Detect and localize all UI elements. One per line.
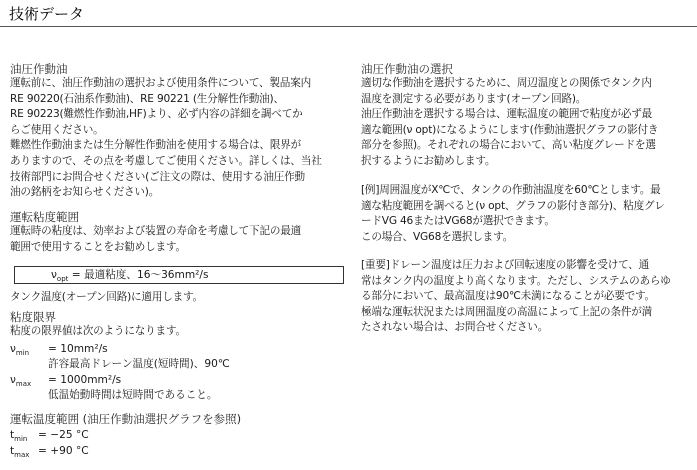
optimal-viscosity-box	[14, 266, 344, 284]
nu-max-symbol: ν	[10, 374, 16, 386]
section-heading-fluid-selection: 油圧作動油の選択	[361, 62, 453, 76]
operating-viscosity-paragraph	[10, 224, 301, 255]
text-line: [重要]ドレーン温度は圧力および回転速度の影響を受けて、通	[361, 259, 650, 271]
text-line: る部分において、最高温度は90℃未満になることが必要です。	[361, 290, 655, 303]
section-heading-viscosity-limits: 粘度限界	[10, 310, 56, 324]
nu-max-subscript: max	[15, 380, 32, 389]
optimal-viscosity-text: = 最適粘度、16～36mm²/s	[71, 269, 209, 281]
fluid-selection-paragraph	[361, 76, 658, 170]
page-header	[0, 0, 697, 27]
text-line: 択するようにお勧めします。	[361, 154, 496, 167]
t-min-subscript: min	[14, 435, 28, 444]
nu-min-note: 許容最高ドレーン温度(短時間)、90℃	[48, 358, 230, 370]
tank-temperature-note: タンク温度(オープン回路)に適用します。	[10, 291, 203, 303]
text-line: 難燃性作動油または生分解性作動油を使用する場合は、限界が	[10, 139, 302, 152]
nu-min-value: = 10mm²/s	[48, 343, 108, 355]
text-line: 極端な運転状況または周囲温度の高温によって上記の条件が満	[361, 305, 653, 318]
text-line: たされない場合は、お問合せください。	[361, 321, 549, 334]
section-heading-operating-temperature: 運転温度範囲 (油圧作動油選択グラフを参照)	[10, 412, 242, 426]
nu-min-symbol: ν	[10, 343, 16, 355]
nu-subscript: opt	[56, 275, 69, 284]
text-line: 運転時の粘度は、効率および装置の寿命を考慮して下記の最適	[10, 225, 302, 237]
t-max-row	[10, 444, 89, 463]
hydraulic-fluid-paragraph	[10, 76, 322, 201]
example-paragraph	[361, 183, 665, 245]
text-line: RE 90223(難燃性作動油,HF)より、必ず内容の詳細を調べてか	[10, 108, 303, 121]
text-line: [例]周囲温度がX℃で、タンクの作動油温度を60℃とします。最	[361, 184, 661, 196]
important-paragraph	[361, 258, 671, 336]
nu-symbol: ν	[51, 269, 57, 281]
t-max-symbol: t	[10, 445, 15, 457]
text-line: らご使用ください。	[10, 123, 104, 136]
nu-min-subscript: min	[15, 349, 30, 358]
t-max-value: = +90 °C	[38, 445, 89, 457]
text-line: 運転前に、油圧作動油の選択および使用条件について、製品案内	[10, 77, 311, 89]
text-line: 適な粘度範囲を調べると(ν opt、グラフの影付き部分)、粘度グレ	[361, 199, 665, 212]
t-min-value: = −25 °C	[38, 429, 89, 441]
section-heading-operating-viscosity: 運転粘度範囲	[10, 210, 79, 224]
text-line: 技術部門にお問合せください(ご注文の際は、使用する油圧作動	[10, 170, 305, 183]
page-title: 技術データ	[9, 5, 85, 23]
text-line: 適切な作動油を選択するために、周辺温度との関係でタンク内	[361, 77, 652, 89]
text-line: ードVG 46またはVG68が選択できます。	[361, 215, 555, 228]
t-min-symbol: t	[10, 429, 15, 441]
nu-max-note: 低温始動時間は短時間であること。	[48, 389, 218, 401]
text-line: この場合、VG68を選択します。	[361, 230, 514, 243]
text-line: 部分を参照)。それぞれの場合において、高い粘度グレードを選	[361, 139, 656, 152]
text-line: RE 90220(石油系作動油)、RE 90221 (生分解性作動油)、	[10, 92, 284, 105]
text-line: 油圧作動油を選択する場合は、運転温度の範囲で粘度が必ず最	[361, 108, 653, 121]
section-heading-hydraulic-fluid: 油圧作動油	[10, 62, 68, 76]
text-line: 適な範囲(ν opt)になるようにします(作動油選択グラフの影付き	[361, 123, 659, 136]
viscosity-limits-intro: 粘度の限界値は次のようになります。	[10, 325, 186, 337]
t-max-subscript: max	[14, 451, 30, 460]
text-line: 範囲で使用することをお勧めします。	[10, 240, 186, 253]
text-line: 油の銘柄をお知らせください)。	[10, 186, 160, 199]
nu-max-value: = 1000mm²/s	[48, 374, 122, 386]
text-line: 温度を測定する必要があります(オープン回路)。	[361, 92, 587, 105]
text-line: ありますので、その点を考慮してご使用ください。詳しくは、当社	[10, 154, 322, 167]
text-line: 常はタンク内の温度より高くなります。ただし、システムのあらゆ	[361, 274, 671, 287]
